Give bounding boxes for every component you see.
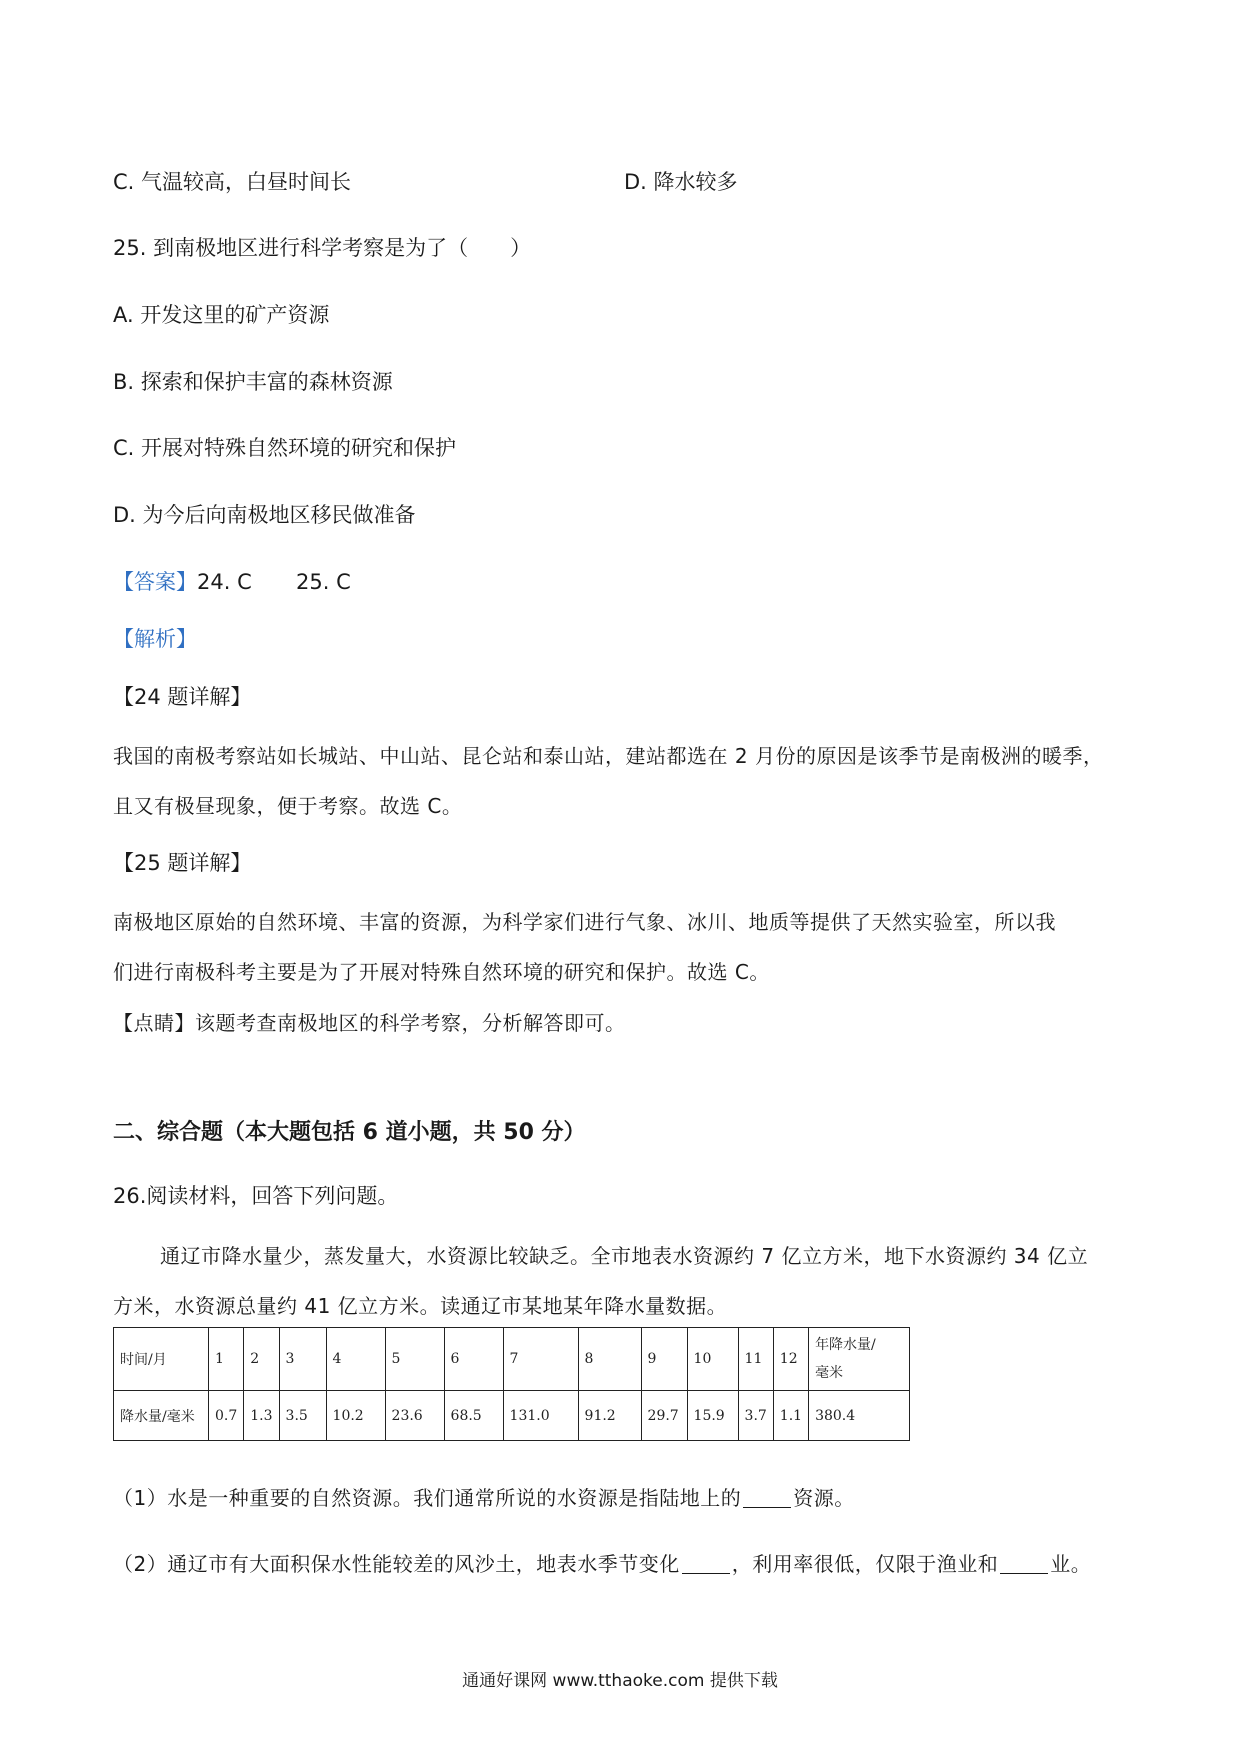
value-cell: 1.1 bbox=[773, 1391, 808, 1441]
answer-blank[interactable] bbox=[743, 1487, 791, 1508]
analysis-25-text-2: 们进行南极科考主要是为了开展对特殊自然环境的研究和保护。故选 C。 bbox=[113, 960, 770, 984]
value-cell: 3.5 bbox=[279, 1391, 326, 1441]
section-title: 二、综合题（本大题包括 6 道小题，共 50 分） bbox=[113, 1120, 586, 1145]
q25-stem: 25. 到南极地区进行科学考察是为了（ ） bbox=[113, 236, 532, 260]
analysis-24-text-1: 我国的南极考察站如长城站、中山站、昆仑站和泰山站，建站都选在 2 月份的原因是该季节是南极洲的暖季， bbox=[113, 744, 1104, 768]
q25-option-d: D. 为今后向南极地区移民做准备 bbox=[113, 503, 416, 527]
value-cell: 15.9 bbox=[687, 1391, 738, 1441]
analysis-24-heading: 【24 题详解】 bbox=[113, 685, 252, 709]
q25-option-b: B. 探索和保护丰富的森林资源 bbox=[113, 370, 393, 394]
header-total bbox=[809, 1328, 910, 1391]
answer-line bbox=[113, 567, 252, 597]
table-row bbox=[114, 1391, 910, 1441]
q25-option-a: A. 开发这里的矿产资源 bbox=[113, 303, 330, 327]
q26-sub1 bbox=[113, 1483, 855, 1513]
q26-sub2-post: 业。 bbox=[1050, 1552, 1092, 1576]
month-cell: 7 bbox=[503, 1328, 578, 1391]
month-cell: 9 bbox=[641, 1328, 687, 1391]
answer-24: 24. C bbox=[197, 570, 252, 594]
answer-label: 【答案】 bbox=[113, 570, 197, 594]
value-cell: 0.7 bbox=[209, 1391, 244, 1441]
value-cell: 29.7 bbox=[641, 1391, 687, 1441]
q26-sub2-pre: （2）通辽市有大面积保水性能较差的风沙土，地表水季节变化 bbox=[113, 1552, 680, 1576]
month-cell: 11 bbox=[738, 1328, 773, 1391]
value-cell: 91.2 bbox=[578, 1391, 641, 1441]
table-row bbox=[114, 1328, 910, 1391]
page-footer: 通通好课网 www.tthaoke.com 提供下载 bbox=[462, 1671, 778, 1691]
q26-material-2: 方米，水资源总量约 41 亿立方米。读通辽市某地某年降水量数据。 bbox=[113, 1294, 728, 1318]
q26-sub1-post: 资源。 bbox=[793, 1486, 855, 1510]
analysis-25-text-1: 南极地区原始的自然环境、丰富的资源，为科学家们进行气象、冰川、地质等提供了天然实验室，所以我 bbox=[113, 910, 1056, 934]
value-cell: 3.7 bbox=[738, 1391, 773, 1441]
q26-stem: 26.阅读材料，回答下列问题。 bbox=[113, 1184, 399, 1208]
answer-blank[interactable] bbox=[682, 1553, 730, 1574]
q24-option-d: D. 降水较多 bbox=[624, 170, 738, 194]
value-cell: 131.0 bbox=[503, 1391, 578, 1441]
month-cell: 10 bbox=[687, 1328, 738, 1391]
analysis-25-heading: 【25 题详解】 bbox=[113, 851, 252, 875]
rainfall-table bbox=[113, 1327, 910, 1441]
q26-sub2 bbox=[113, 1549, 1091, 1579]
q26-material-1: 通辽市降水量少，蒸发量大，水资源比较缺乏。全市地表水资源约 7 亿立方米，地下水资源约 34 亿立 bbox=[160, 1244, 1089, 1268]
month-cell: 5 bbox=[385, 1328, 444, 1391]
analysis-label: 【解析】 bbox=[113, 627, 197, 651]
answer-25: 25. C bbox=[296, 570, 351, 594]
q26-sub2-mid: ，利用率很低，仅限于渔业和 bbox=[731, 1552, 999, 1576]
answer-blank[interactable] bbox=[1000, 1553, 1048, 1574]
month-cell: 3 bbox=[279, 1328, 326, 1391]
value-cell: 68.5 bbox=[444, 1391, 503, 1441]
row-label: 降水量/毫米 bbox=[114, 1391, 209, 1441]
analysis-24-text-2: 且又有极昼现象，便于考察。故选 C。 bbox=[113, 794, 463, 818]
value-cell: 1.3 bbox=[244, 1391, 279, 1441]
total-cell: 380.4 bbox=[809, 1391, 910, 1441]
analysis-note: 【点睛】该题考查南极地区的科学考察，分析解答即可。 bbox=[113, 1011, 626, 1035]
month-cell: 8 bbox=[578, 1328, 641, 1391]
month-cell: 2 bbox=[244, 1328, 279, 1391]
header-total-line2: 毫米 bbox=[815, 1365, 844, 1381]
value-cell: 23.6 bbox=[385, 1391, 444, 1441]
month-cell: 12 bbox=[773, 1328, 808, 1391]
value-cell: 10.2 bbox=[326, 1391, 385, 1441]
q24-option-c: C. 气温较高，白昼时间长 bbox=[113, 170, 352, 194]
month-cell: 6 bbox=[444, 1328, 503, 1391]
header-month-label: 时间/月 bbox=[114, 1328, 209, 1391]
header-total-line1: 年降水量/ bbox=[815, 1337, 876, 1353]
q26-sub1-pre: （1）水是一种重要的自然资源。我们通常所说的水资源是指陆地上的 bbox=[113, 1486, 742, 1510]
month-cell: 4 bbox=[326, 1328, 385, 1391]
month-cell: 1 bbox=[209, 1328, 244, 1391]
q25-option-c: C. 开展对特殊自然环境的研究和保护 bbox=[113, 436, 457, 460]
